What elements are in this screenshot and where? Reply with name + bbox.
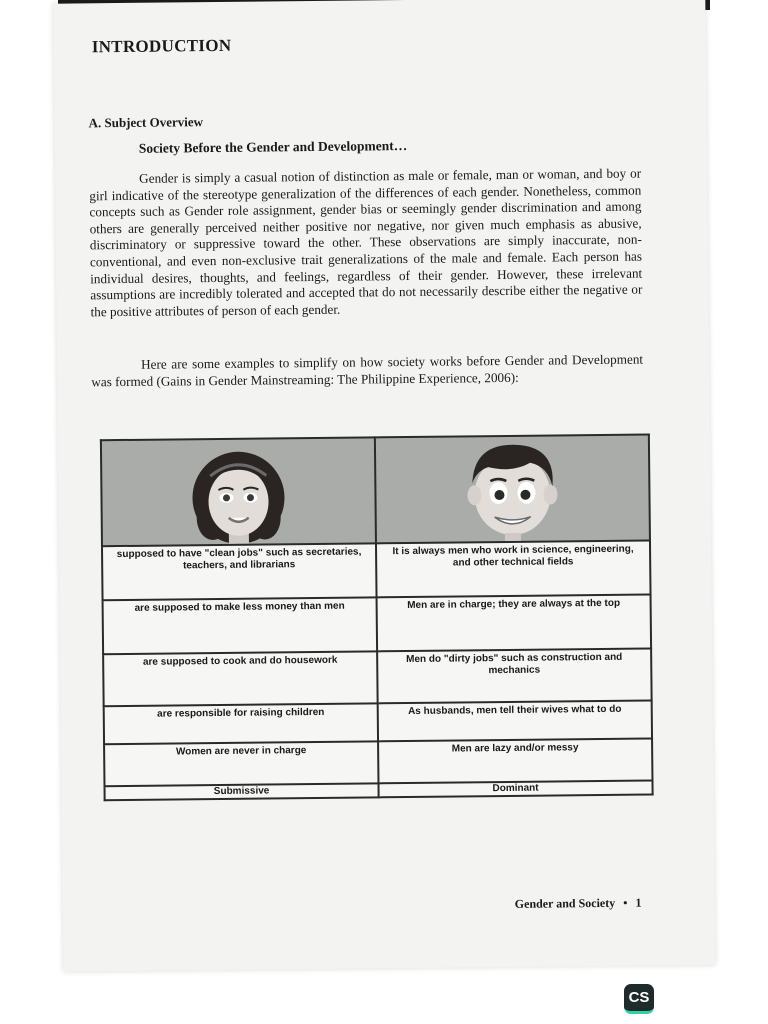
women-cell: are supposed to cook and do housework	[103, 651, 378, 706]
table-row	[103, 594, 652, 654]
men-cell: As husbands, men tell their wives what to do	[378, 700, 652, 741]
women-cell: supposed to have "clean jobs" such as secretaries, teachers, and librarians	[102, 543, 377, 600]
man-image-cell	[375, 434, 650, 543]
men-cell: It is always men who work in science, engineering, and other technical fields	[376, 540, 651, 597]
page-heading: INTRODUCTION	[91, 35, 232, 57]
table-image-row	[101, 434, 650, 546]
men-cell: Men do "dirty jobs" such as construction and mechanics	[377, 648, 652, 703]
man-avatar-icon	[452, 436, 573, 541]
women-cell: Women are never in charge	[104, 741, 378, 786]
table-row	[104, 738, 652, 786]
footer-book-title: Gender and Society	[514, 895, 616, 911]
women-cell: are responsible for raising children	[104, 703, 378, 744]
gender-stereotype-table	[100, 433, 654, 801]
section-title: Society Before the Gender and Development…	[138, 137, 408, 156]
document-page	[53, 0, 715, 972]
page-number: 1	[635, 895, 642, 910]
gender-stereotype-table-figure	[100, 433, 654, 801]
men-cell: Dominant	[378, 780, 652, 797]
table-row	[103, 648, 652, 706]
section-label: A. Subject Overview	[88, 114, 204, 131]
woman-avatar-icon	[178, 439, 299, 544]
men-cell: Men are lazy and/or messy	[378, 738, 652, 783]
footer-separator: •	[623, 895, 628, 910]
paragraph-1: Gender is simply a casual notion of distinction as male or female, man or woman, and boy or girl indicative of the stereotype generalization of the differences of each gender. Nonetheless, common concepts such as Gender role assignment, gender bias or seemingly gender discrimination and among others are generally perceived neither positive nor negative, nor given much emphasis as abusive, discriminatory or suppressive toward the other. These observations are simply inaccurate, non-conventional, and even non-exclusive trait generalizations of the male and female. Each person has individual desires, thoughts, and feelings, regardless of their gender. However, these irrelevant assumptions are incredibly tolerated and accepted that do not necessarily describe either the negative or the positive attributes of person of each gender.	[89, 165, 643, 320]
camscanner-badge-icon: CS	[624, 984, 654, 1014]
men-cell: Men are in charge; they are always at the top	[377, 594, 652, 651]
table-row	[102, 540, 651, 600]
women-cell: Submissive	[105, 783, 379, 800]
paragraph-2: Here are some examples to simplify on how society works before Gender and Development was formed (Gains in Gender Mainstreaming: The Philippine Experience, 2006):	[91, 351, 644, 389]
page-footer	[515, 896, 642, 912]
women-cell: are supposed to make less money than men	[103, 597, 378, 654]
woman-image-cell	[101, 437, 376, 546]
table-row	[104, 700, 652, 744]
